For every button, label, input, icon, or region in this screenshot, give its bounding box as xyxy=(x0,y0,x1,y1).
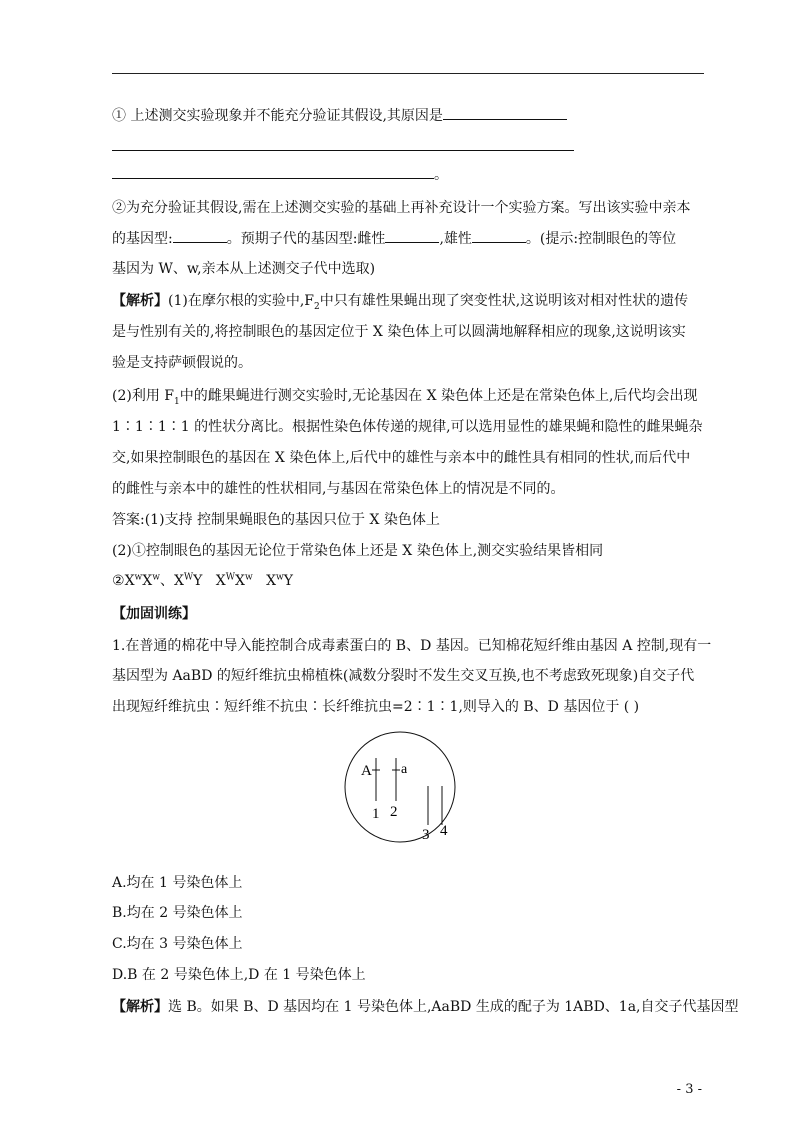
option-a: A.均在 1 号染色体上 xyxy=(112,875,243,891)
answer-blank[interactable] xyxy=(112,136,574,151)
cell-outline xyxy=(345,732,455,842)
q-item1-blank-line xyxy=(112,136,574,157)
q-item2-text-b: 。预期子代的基因型:雌性 xyxy=(226,231,386,247)
q-item2-line3: 基因为 W、w,亲本从上述测交子代中选取) xyxy=(112,261,376,277)
q-item1-line xyxy=(112,105,567,126)
analysis-text: 中只有雄性果蝇出现了突变性状,这说明该对相对性状的遗传 xyxy=(319,293,689,309)
answer-blank[interactable] xyxy=(385,228,439,243)
gene-symbol: X xyxy=(235,573,245,589)
gene-symbol: Y xyxy=(193,573,203,589)
gene-symbol: X xyxy=(124,573,135,589)
question1-line1: 1.在普通的棉花中导入能控制合成毒素蛋白的 B、D 基因。已知棉花短纤维由基因 A 控制,现有一 xyxy=(112,638,712,654)
page-number: - 3 - xyxy=(676,1082,702,1097)
period: 。 xyxy=(434,167,448,183)
gene-symbol: X xyxy=(266,573,277,589)
analysis-text: (2)利用 F xyxy=(112,388,174,404)
chromosome-diagram xyxy=(344,722,456,852)
analysis-p2-line1 xyxy=(112,386,698,406)
analysis-text: (1)在摩尔根的实验中,F xyxy=(168,293,314,309)
q-item2-text-d: 。(提示:控制眼色的等位 xyxy=(525,231,677,247)
superscript: w xyxy=(244,572,253,583)
analysis-p2-line4: 的雌性与亲本中的雄性的性状相同,与基因在常染色体上的情况是不同的。 xyxy=(112,481,565,497)
gene-symbol: X xyxy=(215,573,226,589)
training-heading: 【加固训练】 xyxy=(112,606,196,622)
analysis-line3: 验是支持萨顿假说的。 xyxy=(112,355,252,371)
answer-blank[interactable] xyxy=(112,164,434,179)
superscript: W xyxy=(183,572,194,583)
q-item2-text-a: 的基因型: xyxy=(112,231,173,247)
header-rule xyxy=(112,73,704,74)
subscript: 1 xyxy=(174,396,180,407)
q-item1-blank-line-end xyxy=(112,164,448,185)
label-gene-A: A xyxy=(361,763,372,779)
option-c: C.均在 3 号染色体上 xyxy=(112,936,243,952)
answer-blank[interactable] xyxy=(472,228,526,243)
analysis-text: 选 B。如果 B、D 基因均在 1 号染色体上,AaBD 生成的配子为 1ABD、1a,自交子代基因型 xyxy=(168,999,739,1015)
gene-symbol: X xyxy=(173,573,184,589)
analysis-line2: 是与性别有关的,将控制眼色的基因定位于 X 染色体上可以圆满地解释相应的现象,这说明该实 xyxy=(112,324,686,340)
option-b: B.均在 2 号染色体上 xyxy=(112,905,243,921)
gene-symbol: X xyxy=(142,573,153,589)
analysis2-line1 xyxy=(112,997,739,1017)
analysis-text: 中的雌果蝇进行测交实验时,无论基因在 X 染色体上还是在常染色体上,后代均会出现 xyxy=(179,388,698,404)
question1-line2: 基因型为 AaBD 的短纤维抗虫棉植株(减数分裂时不发生交叉互换,也不考虑致死现象)自交子代 xyxy=(112,668,695,684)
superscript: w xyxy=(276,572,284,583)
answer-blank[interactable] xyxy=(173,228,227,243)
superscript: w xyxy=(152,572,160,583)
label-chromosome-4: 4 xyxy=(440,823,448,839)
label-gene-a: a xyxy=(401,762,408,777)
answer-line3 xyxy=(112,571,293,591)
question1-line3: 出现短纤维抗虫∶短纤维不抗虫∶长纤维抗虫=2∶1∶1,则导入的 B、D 基因位于 ( ) xyxy=(112,699,640,715)
cell-diagram-svg xyxy=(344,722,456,852)
subscript: 2 xyxy=(314,301,320,312)
label-chromosome-3: 3 xyxy=(422,827,430,843)
label-chromosome-2: 2 xyxy=(390,804,398,820)
answer-line1: 答案:(1)支持 控制果蝇眼色的基因只位于 X 染色体上 xyxy=(112,512,440,528)
label-chromosome-1: 1 xyxy=(372,806,380,822)
option-d: D.B 在 2 号染色体上,D 在 1 号染色体上 xyxy=(112,967,366,983)
circled-number: ② xyxy=(112,573,125,589)
analysis-p2-line2: 1∶1∶1∶1 的性状分离比。根据性染色体传递的规律,可以选用显性的雄果蝇和隐性的雌果蝇杂 xyxy=(112,419,703,435)
analysis-line1 xyxy=(112,291,688,311)
separator: 、 xyxy=(159,573,174,589)
answer-line2: (2)①控制眼色的基因无论位于常染色体上还是 X 染色体上,测交实验结果皆相同 xyxy=(112,543,604,559)
analysis-tag: 【解析】 xyxy=(112,293,168,309)
q-item1-text: ① 上述测交实验现象并不能充分验证其假设,其原因是 xyxy=(112,108,443,124)
superscript: w xyxy=(134,572,143,583)
analysis-tag: 【解析】 xyxy=(112,999,168,1015)
q-item2-line2 xyxy=(112,228,676,249)
gene-symbol: Y xyxy=(283,573,293,589)
answer-blank[interactable] xyxy=(443,105,567,120)
superscript: W xyxy=(225,572,236,583)
analysis-p2-line3: 交,如果控制眼色的基因在 X 染色体上,后代中的雄性与亲本中的雌性具有相同的性状,而后代中 xyxy=(112,450,691,466)
q-item2-line1: ②为充分验证其假设,需在上述测交实验的基础上再补充设计一个实验方案。写出该实验中亲本 xyxy=(112,200,691,216)
q-item2-text-c: ,雄性 xyxy=(439,231,472,247)
